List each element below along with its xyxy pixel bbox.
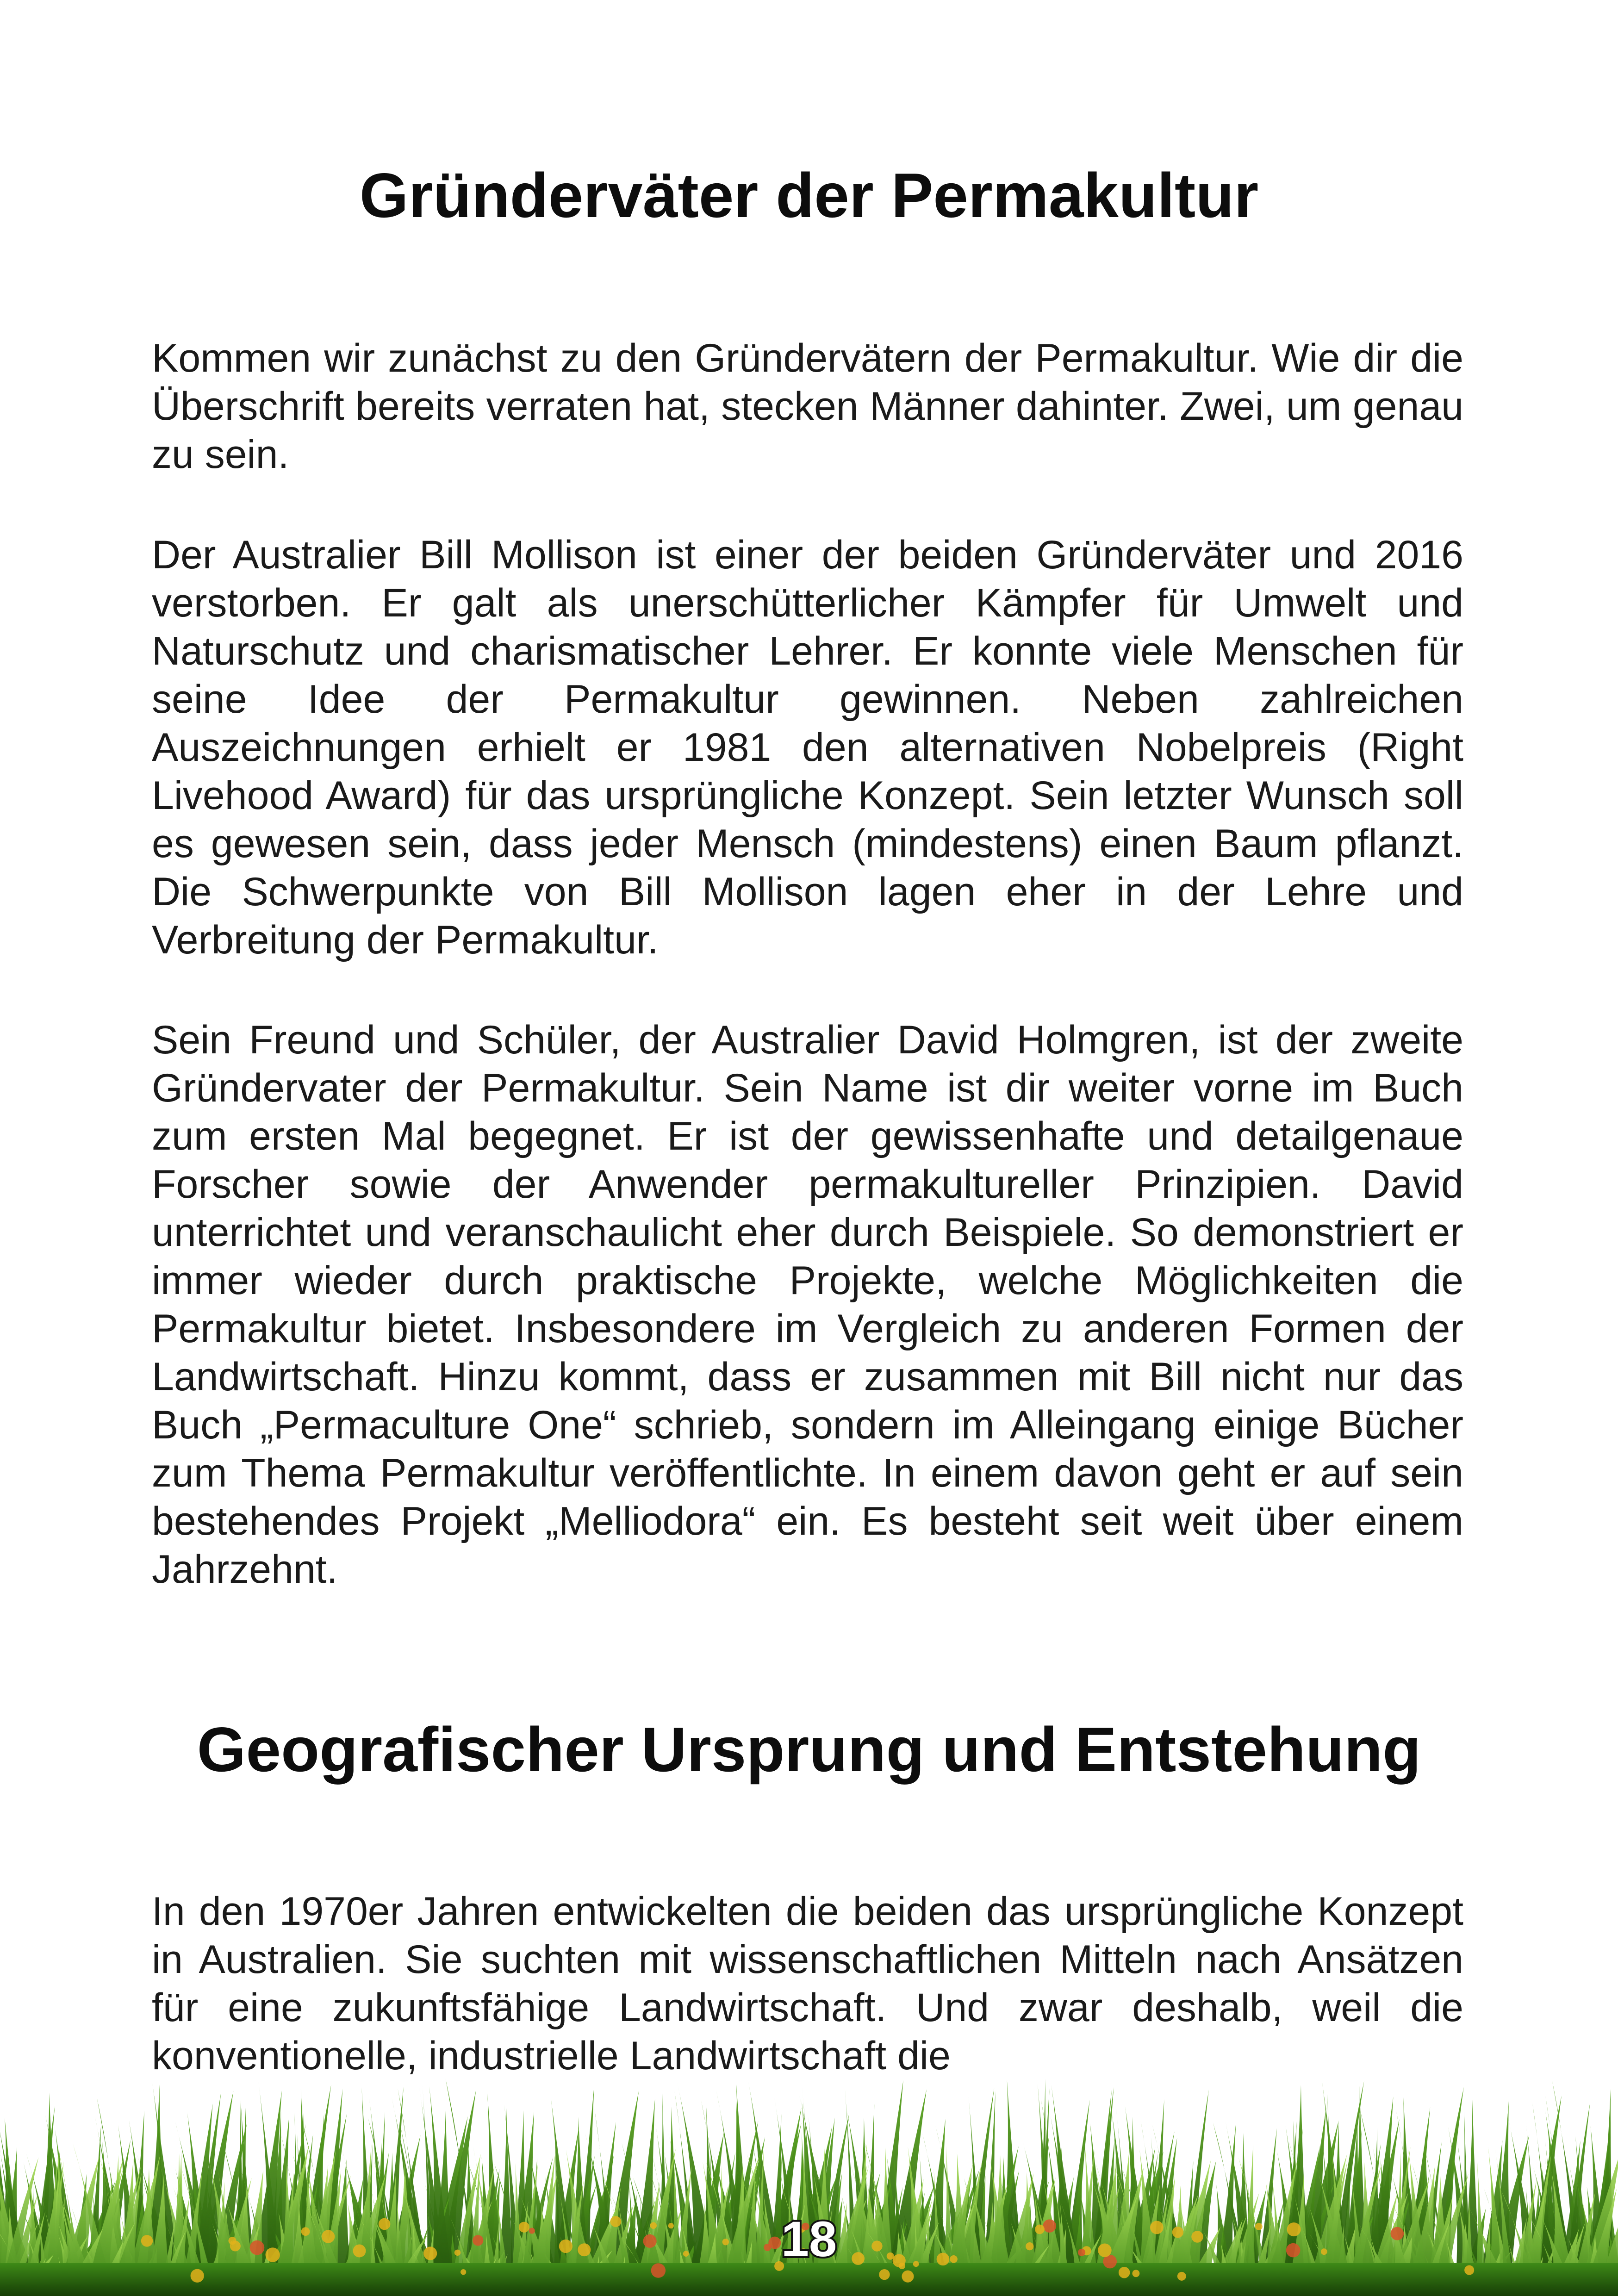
page-number: 18 [781,2211,837,2267]
flower [879,2269,890,2280]
flower [902,2271,914,2283]
section-title: Geografischer Ursprung und Entstehung [197,1714,1421,1785]
section-title: Gründerväter der Permakultur [359,160,1259,230]
flower [1132,2270,1139,2277]
flower [1119,2267,1130,2278]
paragraph: Kommen wir zunächst zu den Gründervätern der Permakultur. Wie dir die Überschrift bereits verraten hat, stecken Männer dahinter. Zwei, um genau zu sein. [152,336,1463,477]
flower [191,2269,204,2283]
paragraph: Der Australier Bill Mollison ist einer der beiden Gründerväter und 2016 verstorben. Er galt als unerschütterlicher Kämpfer für Umwelt und Naturschutz und charismatischer Lehrer. Er konnte viele Menschen für seine Idee der Permakultur gewinnen. Neben zahlreichen Auszeichnungen erhielt er 1981 den alternativen Nobelpreis (Right Livehood Award) für das ursprüngliche Konzept. Sein letzter Wunsch soll es gewesen sein, dass jeder Mensch (mindestens) einen Baum pflanzt. Die Schwerpunkte von Bill Mollison lagen eher in der Lehre und Verbreitung der Permakultur. [152,533,1463,962]
paragraph: In den 1970er Jahren entwickelten die beiden das ursprüngliche Konzept in Australien. Sie suchten mit wissenschaftlichen Mitteln nach Ansätzen für eine zukunftsfähige Landwirtschaft. Und zwar deshalb, weil die konventionelle, industrielle Landwirtschaft die [152,1889,1463,2078]
flower [461,2269,466,2275]
flower [1177,2272,1186,2281]
paragraph: Sein Freund und Schüler, der Australier David Holmgren, ist der zweite Gründervater der Permakultur. Sein Name ist dir weiter vorne im Buch zum ersten Mal begegnet. Er ist der gewissenhafte und detailgenaue Forscher sowie der Anwender permakultureller Prinzipien. David unterrichtet und veranschaulicht eher durch Beispiele. So demonstriert er immer wieder durch praktische Projekte, welche Möglichkeiten die Permakultur bietet. Insbesondere im Vergleich zu anderen Formen der Landwirtschaft. Hinzu kommt, dass er zusammen mit Bill nicht nur das Buch „Permaculture One“ schrieb, sondern im Alleingang einige Bücher zum Thema Permakultur veröffentlichte. In einem davon geht er auf sein bestehendes Projekt „Melliodora“ ein. Es besteht seit weit über einem Jahrzehnt. [152,1018,1463,1592]
